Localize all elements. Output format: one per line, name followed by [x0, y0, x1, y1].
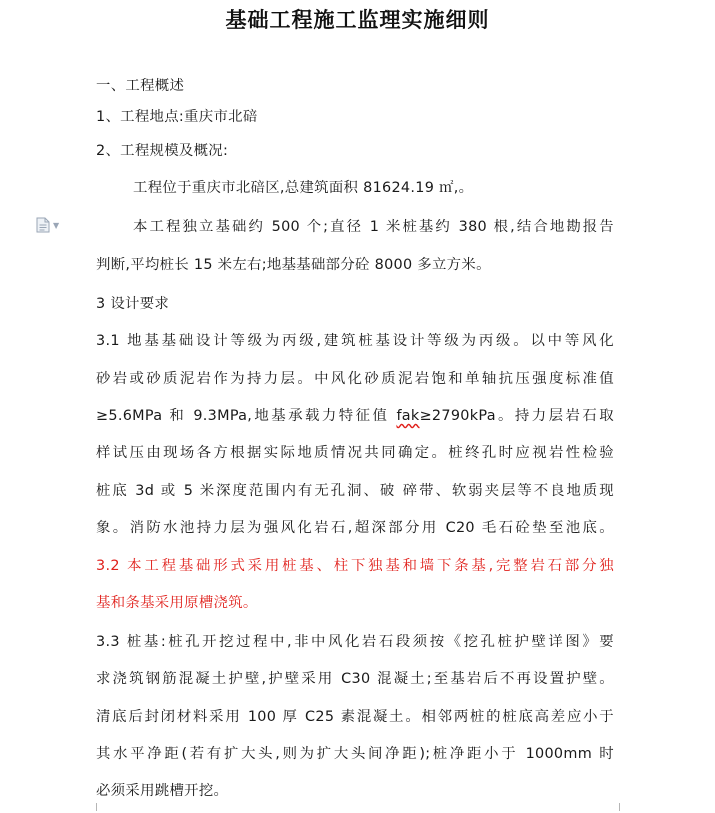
paragraph-3-1-line3-part2: ≥2790kPa。持力层岩石取 [419, 408, 614, 424]
paragraph-3-1-line1: 3.1 地基基础设计等级为丙级,建筑桩基设计等级为丙级。以中等风化 [96, 333, 614, 349]
spellcheck-word[interactable]: fak [396, 408, 420, 424]
paragraph-3-3-line2: 求浇筑钢筋混凝土护壁,护壁采用 C30 混凝土;至基岩后不再设置护壁。 [96, 671, 614, 687]
paragraph-3-1-line2: 砂岩或砂质泥岩作为持力层。中风化砂质泥岩饱和单轴抗压强度标准值 [96, 371, 614, 387]
document-title: 基础工程施工监理实施细则 [225, 7, 490, 32]
paragraph-3-2-line1: 3.2 本工程基础形式采用桩基、柱下独基和墙下条基,完整岩石部分独 [96, 558, 614, 574]
paragraph-3-3-line5: 必须采用跳槽开挖。 [96, 783, 229, 799]
paragraph-3-3-line3: 清底后封闭材料采用 100 厚 C25 素混凝土。相邻两桩的桩底高差应小于 [96, 709, 614, 725]
margin-mark-right [619, 803, 628, 811]
paragraph-area: 工程位于重庆市北碚区,总建筑面积 81624.19 ㎡,。 [133, 180, 474, 196]
paragraph-3-1-line3 [96, 406, 614, 426]
section-heading-overview: 一、工程概述 [96, 78, 185, 94]
document-icon[interactable] [36, 217, 50, 233]
section-heading-design: 3 设计要求 [96, 296, 170, 312]
paragraph-3-1-line3-part1: ≥5.6MPa 和 9.3MPa,地基承载力特征值 [96, 408, 397, 424]
paragraph-3-2-line2: 基和条基采用原槽浇筑。 [96, 595, 258, 611]
paragraph-3-3-line4: 其水平净距(若有扩大头,则为扩大头间净距);桩净距小于 1000mm 时 [96, 746, 614, 762]
paragraph-foundation-line1: 本工程独立基础约 500 个;直径 1 米桩基约 380 根,结合地勘报告 [133, 219, 614, 235]
paragraph-3-1-line6: 象。消防水池持力层为强风化岩石,超深部分用 C20 毛石砼垫至池底。 [96, 520, 614, 536]
paragraph-3-3-line1: 3.3 桩基:桩孔开挖过程中,非中风化岩石段须按《挖孔桩护壁详图》要 [96, 634, 614, 650]
paragraph-foundation-line2: 判断,平均桩长 15 米左右;地基基础部分砼 8000 多立方米。 [96, 257, 491, 273]
item-location: 1、工程地点:重庆市北碚 [96, 109, 258, 125]
item-scale: 2、工程规模及概况: [96, 143, 229, 159]
chevron-down-icon[interactable]: ▼ [53, 221, 60, 230]
paragraph-3-1-line4: 样试压由现场各方根据实际地质情况共同确定。桩终孔时应视岩性检验 [96, 445, 614, 461]
margin-mark-left [88, 803, 97, 811]
paragraph-3-1-line5: 桩底 3d 或 5 米深度范围内有无孔洞、破 碎带、软弱夹层等不良地质现 [96, 483, 614, 499]
